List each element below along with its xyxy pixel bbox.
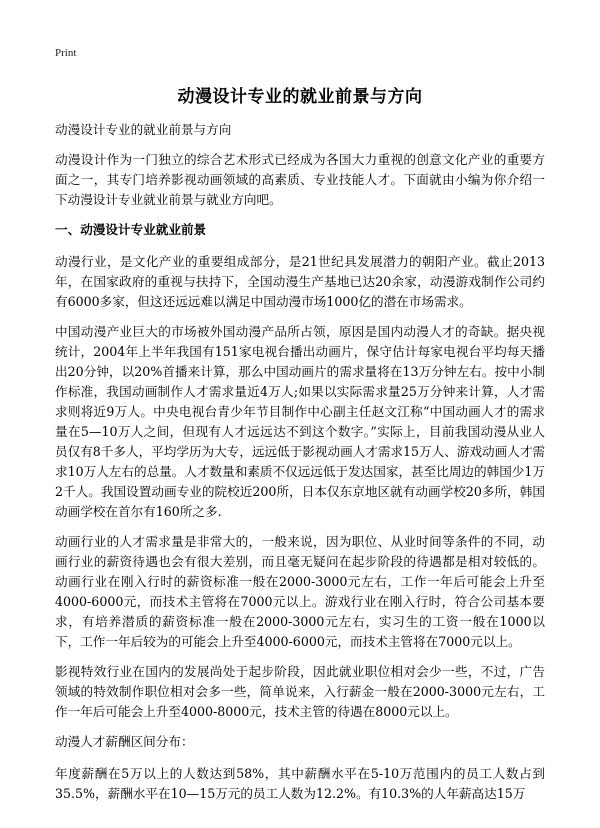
article-subtitle: 动漫设计专业的就业前景与方向 bbox=[55, 122, 232, 137]
paragraph-animation-salary: 动画行业的人才需求量是非常大的，一般来说，因为职位、从业时间等条件的不同，动画行业的薪资待遇也会有很大差别，而且毫无疑问在起步阶段的待遇都是相对较低的。动画行业在刚入行时的薪资标准一般在2000-3000元左右，工作一年后可能会上升至4000-6000元，而技术主管将在7000元以上。游戏行业在刚入行时，符合公司基本要求，有培养潜质的薪资标准一般在2000-3000元左右，实习生的工资一般在1000以下，工作一年后较为的可能会上升至4000-6000元，而技术主管将在7000元以上。 bbox=[55, 534, 545, 649]
article-body bbox=[55, 120, 545, 814]
page-title: 动漫设计专业的就业前景与方向 bbox=[177, 87, 423, 107]
intro-paragraph: 动漫设计作为一门独立的综合艺术形式已经成为各国大力重视的创意文化产业的重要方面之一，其专门培养影视动画领域的高素质、专业技能人才。下面就由小编为你介绍一下动漫设计专业就业前景与就业方向吧。 bbox=[55, 152, 545, 207]
print-link[interactable]: Print bbox=[55, 47, 77, 59]
salary-distribution-label: 动漫人才薪酬区间分布： bbox=[55, 734, 194, 749]
section-heading: 一、动漫设计专业就业前景 bbox=[55, 222, 207, 237]
paragraph-industry: 动漫行业，是文化产业的重要组成部分，是21世纪具发展潜力的朝阳产业。截止2013年，在国家政府的重视与扶持下，全国动漫生产基地已达20余家，动漫游戏制作公司约有6000多家，但这还远远难以满足中国动漫市场1000亿的潜在市场需求。 bbox=[55, 254, 545, 309]
paragraph-vfx-salary: 影视特效行业在国内的发展尚处于起步阶段，因此就业职位相对会少一些，不过，广告领域的特效制作职位相对会多一些，简单说来，入行薪金一般在2000-3000元左右，工作一年后可能会上升至4000-8000元，技术主管的待遇在8000元以上。 bbox=[55, 664, 545, 719]
paragraph-talent-demand: 中国动漫产业巨大的市场被外国动漫产品所占领，原因是国内动漫人才的奇缺。据央视统计，2004年上半年我国有151家电视台播出动画片，保守估计每家电视台平均每天播出20分钟，以20%首播来计算，那么中国动画片的需求量将在13万分钟左右。按中小制作标准，我国动画制作人才需求量近4万人;如果以实际需求量25万分钟来计算，人才需求则将近9万人。中央电视台青少年节目制作中心副主任赵文江称“中国动画人才的需求量在5—10万人之间，但现有人才远远达不到这个数字。”实际上，目前我国动漫从业人员仅有8千多人，平均学历为大专，远远低于影视动画人才需求15万人、游戏动画人才需求10万人左右的总量。人才数量和素质不仅远远低于发达国家，甚至比周边的韩国少1万2千人。我国设置动画专业的院校近200所，日本仅东京地区就有动画学校20多所，韩国动画学校在首尔有160所之多. bbox=[55, 324, 546, 519]
paragraph-salary-distribution: 年度薪酬在5万以上的人数达到58%，其中薪酬水平在5-10万范围内的员工人数占到35.5%，薪酬水平在10—15万元的员工人数为12.2%。有10.3%的人年薪高达15万 bbox=[55, 766, 545, 801]
